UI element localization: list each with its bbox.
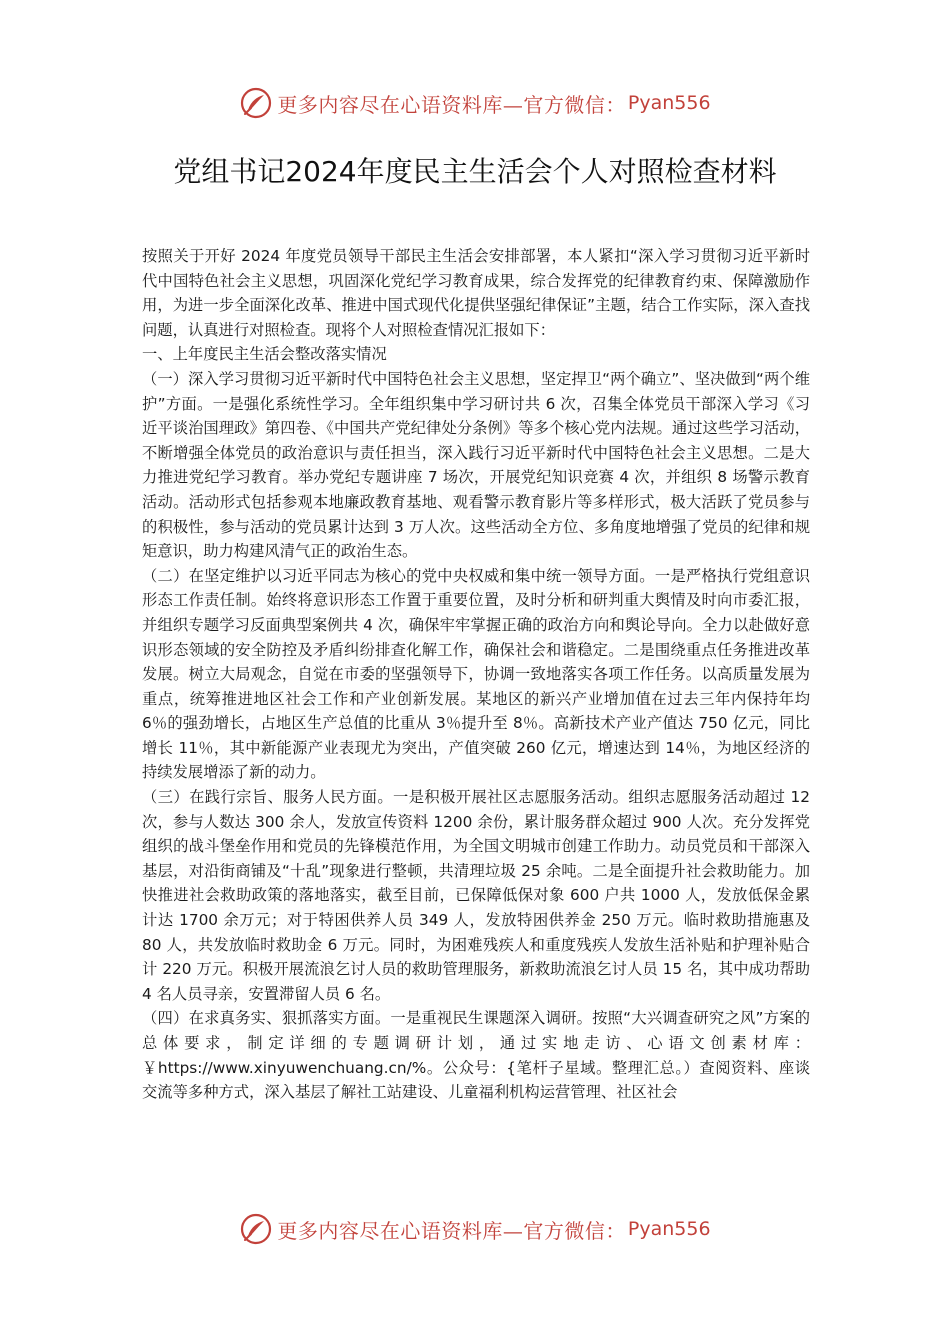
pen-logo-icon xyxy=(239,1212,273,1246)
watermark-wechat-id: Pyan556 xyxy=(627,92,711,114)
watermark-wechat-id: Pyan556 xyxy=(627,1218,711,1240)
body-paragraph-1: （一）深入学习贯彻习近平新时代中国特色社会主义思想，坚定捍卫“两个确立”、坚决做到“两个维护”方面。一是强化系统性学习。全年组织集中学习研讨共 6 次，召集全体党员干部深入学习《习近平谈治国理政》第四卷、《中国共产党纪律处分条例》等多个核心党内法规。通过这些学习活动，不断增强全体党员的政治意识与责任担当，深入践行习近平新时代中国特色社会主义思想。二是大力推进党纪学习教育。举办党纪专题讲座 7 场次，开展党纪知识竞赛 4 次，并组织 8 场警示教育活动。活动形式包括参观本地廉政教育基地、观看警示教育影片等多样形式，极大活跃了党员参与的积极性，参与活动的党员累计达到 3 万人次。这些活动全方位、多角度地增强了党员的纪律和规矩意识，助力构建风清气正的政治生态。 xyxy=(142,369,810,561)
body-paragraph-4: （四）在求真务实、狠抓落实方面。一是重视民生课题深入调研。按照“大兴调查研究之风”方案的总体要求，制定详细的专题调研计划，通过实地走访、心语文创素材库：￥https://www.xinyuwenchuang.cn/%。公众号：{笔杆子星域。整理汇总。）查阅资料、座谈交流等多种方式，深入基层了解社工站建设、儿童福利机构运营管理、社区社会 xyxy=(142,1009,810,1102)
watermark-text: 更多内容尽在心语资料库—官方微信： xyxy=(277,1218,626,1243)
body-paragraph-3: （三）在践行宗旨、服务人民方面。一是积极开展社区志愿服务活动。组织志愿服务活动超过 12 次，参与人数达 300 余人，发放宣传资料 1200 余份，累计服务群众超过 900 人次。充分发挥党组织的战斗堡垒作用和党员的先锋模范作用，为全国文明城市创建工作助力。动员党员和干部深入基层，对沿街商铺及“十乱”现象进行整顿，共清理垃圾 25 余吨。二是全面提升社会救助能力。加快推进社会救助政策的落地落实，截至目前，已保障低保对象 600 户共 1000 人，发放低保金累计达 1700 余万元；对于特困供养人员 349 人，发放特困供养金 250 万元。临时救助措施惠及 80 人，共发放临时救助金 6 万元。同时，为困难残疾人和重度残疾人发放生活补贴和护理补贴合计 220 万元。积极开展流浪乞讨人员的救助管理服务，新救助流浪乞讨人员 15 名，其中成功帮助 4 名人员寻亲，安置滞留人员 6 名。 xyxy=(142,788,810,1003)
watermark-banner-bottom xyxy=(0,1209,950,1249)
pen-logo-icon xyxy=(239,86,273,120)
section-heading: 一、上年度民主生活会整改落实情况 xyxy=(142,345,387,364)
body-paragraph-2: （二）在坚定维护以习近平同志为核心的党中央权威和集中统一领导方面。一是严格执行党组意识形态工作责任制。始终将意识形态工作置于重要位置，及时分析和研判重大舆情及时向市委汇报，并组织专题学习反面典型案例共 4 次，确保牢牢掌握正确的政治方向和舆论导向。全力以赴做好意识形态领域的安全防控及矛盾纠纷排查化解工作，确保社会和谐稳定。二是围绕重点任务推进改革发展。树立大局观念，自觉在市委的坚强领导下，协调一致地落实各项工作任务。以高质量发展为重点，统筹推进地区社会工作和产业创新发展。某地区的新兴产业增加值在过去三年内保持年均 6％的强劲增长，占地区生产总值的比重从 3％提升至 8％。高新技术产业产值达 750 亿元，同比增长 11％，其中新能源产业表现尤为突出，产值突破 260 亿元，增速达到 14％，为地区经济的持续发展增添了新的动力。 xyxy=(142,566,810,782)
document-title: 党组书记2024年度民主生活会个人对照检查材料 xyxy=(173,155,777,188)
document-body xyxy=(142,244,810,1105)
intro-paragraph: 按照关于开好 2024 年度党员领导干部民主生活会安排部署，本人紧扣“深入学习贯彻习近平新时代中国特色社会主义思想，巩固深化党纪学习教育成果，综合发挥党的纪律教育约束、保障激励作用，为进一步全面深化改革、推进中国式现代化提供坚强纪律保证”主题，结合工作实际，深入查找问题，认真进行对照检查。现将个人对照检查情况汇报如下： xyxy=(142,247,810,339)
watermark-text: 更多内容尽在心语资料库—官方微信： xyxy=(277,92,626,117)
watermark-banner-top xyxy=(0,83,950,123)
